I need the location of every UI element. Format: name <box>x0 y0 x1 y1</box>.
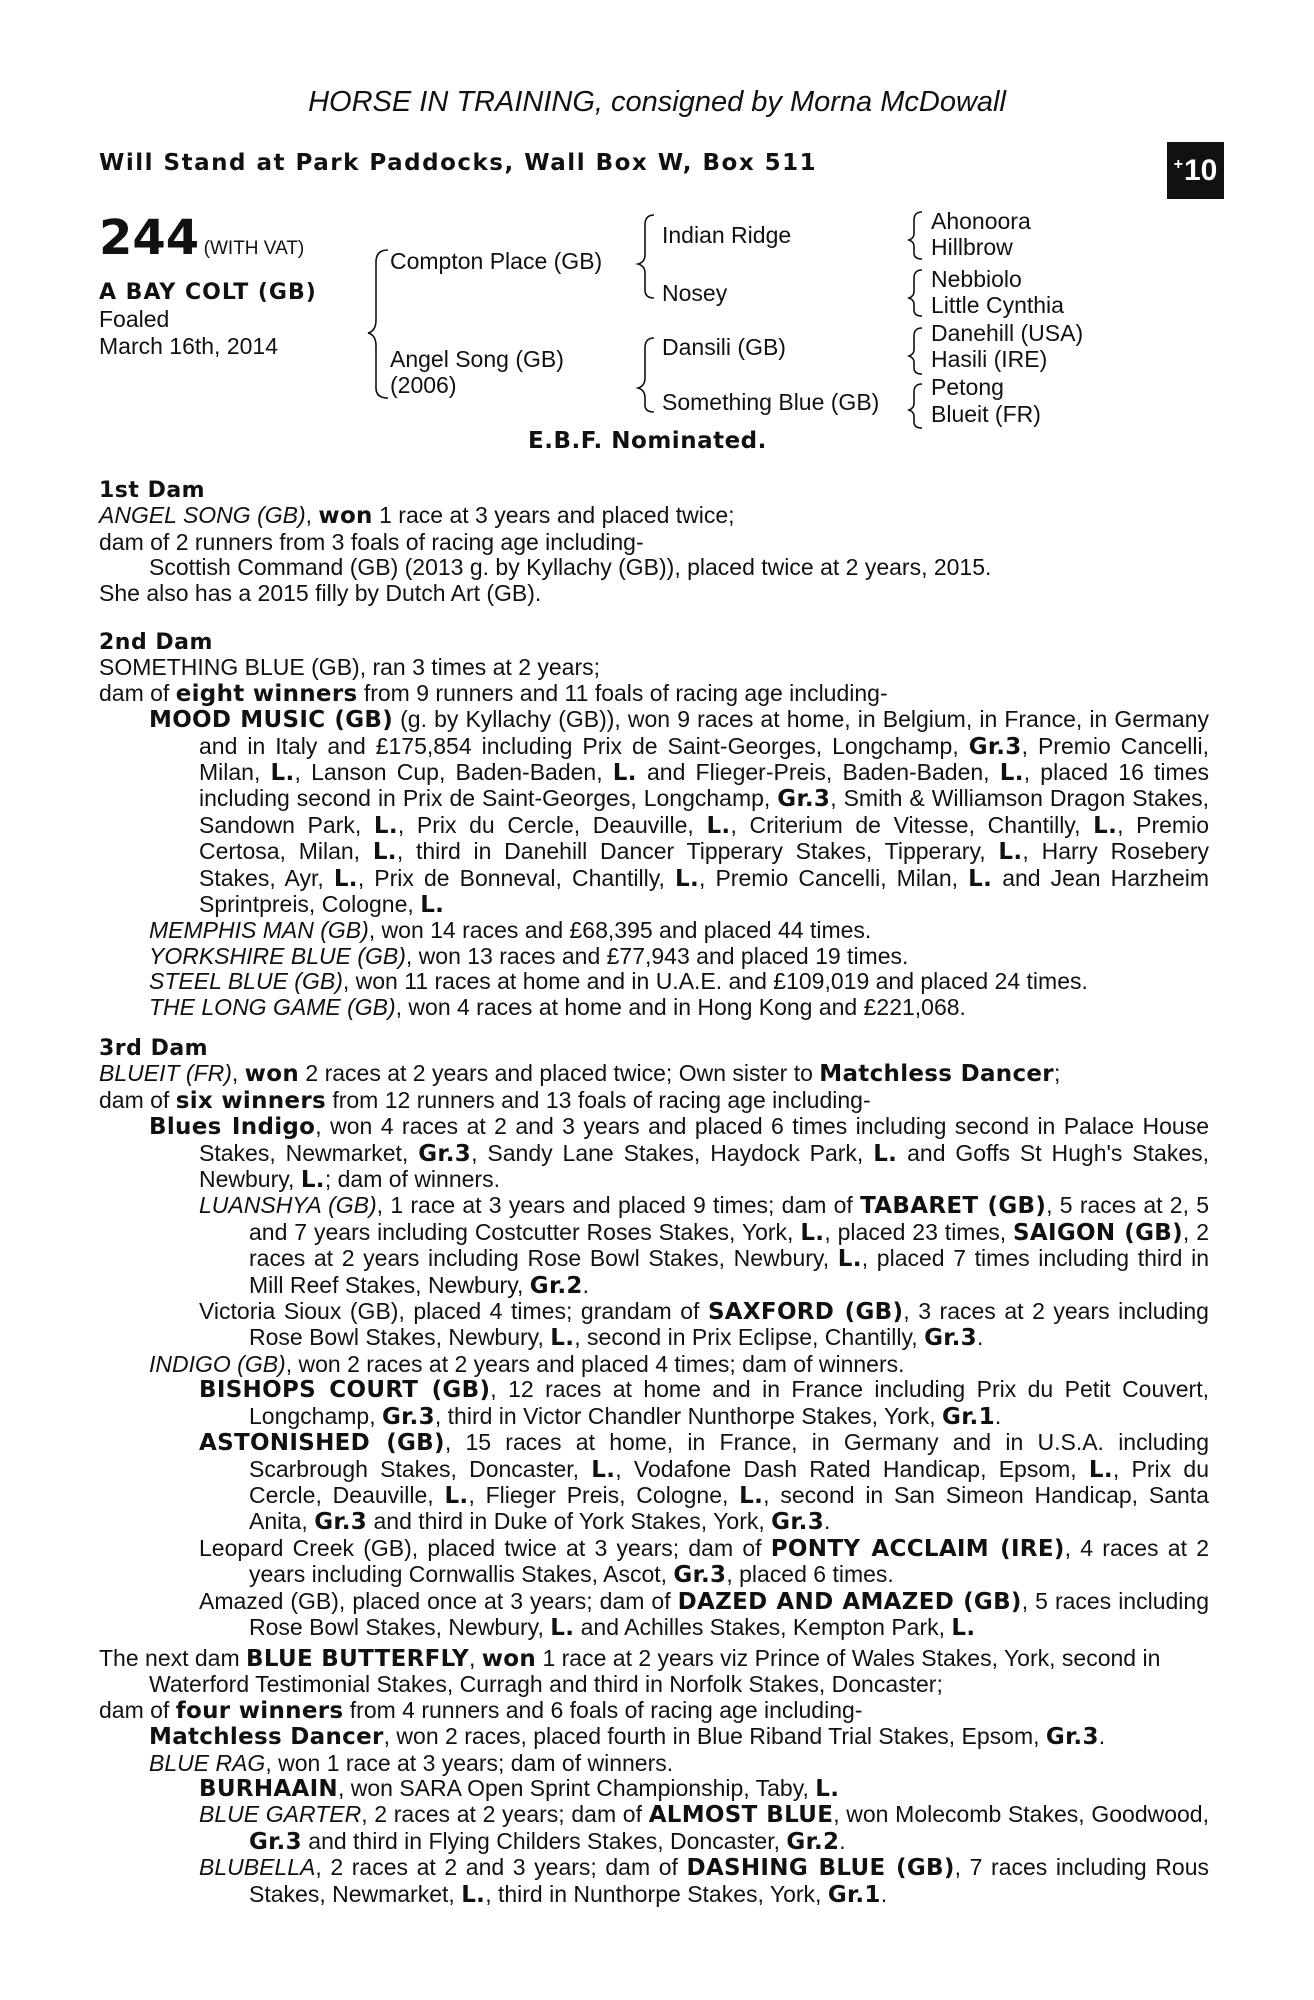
gg-ddd: Blueit (FR) <box>931 401 1041 427</box>
produce-entry: MOOD MUSIC (GB) (g. by Kyllachy (GB)), won 9 races at home, in Belgium, in France, in Germany and in Italy and £175,854 including Prix de Saint-Georges, Longchamp, Gr.3, Premio Cancelli, Milan, L., Lanson Cup, Baden-Baden, L. and Flieger-Preis, Baden-Baden, L., placed 16 times including second in Prix de Saint-Georges, Longchamp, Gr.3, Smith & Williamson Dragon Stakes, Sandown Park, L., Prix du Cercle, Deauville, L., Criterium de Vitesse, Chantilly, L., Premio Certosa, Milan, L., third in Danehill Dancer Tipperary Stakes, Tipperary, L., Harry Rosebery Stakes, Ayr, L., Prix de Bonneval, Chantilly, L., Premio Cancelli, Milan, L. and Jean Harzheim Sprintpreis, Cologne, L. <box>149 706 1210 919</box>
produce-entry: Matchless Dancer, won 2 races, placed fourth in Blue Riband Trial Stakes, Epsom, Gr.3. <box>149 1723 1106 1751</box>
gg-sss: Ahonoora <box>931 208 1031 234</box>
vat-note: (WITH VAT) <box>203 238 305 259</box>
sire-dam: Nosey <box>662 280 728 306</box>
dam-sire: Dansili (GB) <box>662 334 786 360</box>
produce-entry: THE LONG GAME (GB), won 4 races at home and in Hong Kong and £221,068. <box>149 993 966 1020</box>
second-dam-section: 2nd Dam SOMETHING BLUE (GB), ran 3 times at 2 years; dam of eight winners from 9 runners and 11 foals of racing age including- MOOD MUSIC (GB) (g. by Kyllachy (GB)), won 9 races at home, in Belgium, in France, in Germany and in Italy and £175,854 including Prix de Saint-Georges, Longchamp, Gr.3, Premio Cancelli, Milan, L., Lanson Cup, Baden-Baden, L. and Flieger-Preis, Baden-Baden, L., placed 16 times including second in Prix de Saint-Georges, Longchamp, Gr.3, Smith & Williamson Dragon Stakes, Sandown Park, L., Prix du Cercle, Deauville, L., Criterium de Vitesse, Chantilly, L., Premio Certosa, Milan, L., third in Danehill Dancer Tipperary Stakes, Tipperary, L., Harry Rosebery Stakes, Ayr, L., Prix de Bonneval, Chantilly, L., Premio Cancelli, Milan, L. and Jean Harzheim Sprintpreis, Cologne, L. MEMPHIS MAN (GB), won 14 races and £68,395 and placed 44 times. YORKSHIRE BLUE (GB), won 13 races and £77,943 and placed 19 times. STEEL BLUE (GB), won 11 races at home and in U.A.E. and £109,019 and placed 24 times. THE LONG GAME (GB), won 4 races at home and in Hong Kong and £221,068. <box>99 630 1210 1020</box>
pedigree-brackets <box>0 0 1314 440</box>
gg-sdd: Little Cynthia <box>931 292 1064 318</box>
produce-entry: Amazed (GB), placed once at 3 years; dam of DAZED AND AMAZED (GB), 5 races including Rose Bowl Stakes, Newbury, L. and Achilles Stakes, Kempton Park, L. <box>199 1587 1209 1641</box>
dam-name: ANGEL SONG (GB) <box>99 502 306 529</box>
produce-entry: INDIGO (GB), won 2 races at 2 years and placed 4 times; dam of winners. <box>149 1350 905 1377</box>
gg-dss: Danehill (USA) <box>931 320 1084 346</box>
produce-entry: BISHOPS COURT (GB), 12 races at home and in France including Prix du Petit Couvert, Longchamp, Gr.3, third in Victor Chandler Nunthorpe Stakes, York, Gr.1. <box>199 1376 1209 1430</box>
tattersalls-plus10-logo: + 10 <box>1167 142 1224 199</box>
dam-year: (2006) <box>390 372 457 398</box>
third-dam-section: 3rd Dam BLUEIT (FR), won 2 races at 2 years and placed twice; Own sister to Matchless Dancer; dam of six winners from 12 runners and 13 foals of racing age including- Blues Indigo, won 4 races at 2 and 3 years and placed 6 times including second in Palace House Stakes, Newmarket, Gr.3, Sandy Lane Stakes, Haydock Park, L. and Goffs St Hugh's Stakes, Newbury, L.; dam of winners. LUANSHYA (GB), 1 race at 3 years and placed 9 times; dam of TABARET (GB), 5 races at 2, 5 and 7 years including Costcutter Roses Stakes, York, L., placed 23 times, SAIGON (GB), 2 races at 2 years including Rose Bowl Stakes, Newbury, L., placed 7 times including third in Mill Reef Stakes, Newbury, Gr.2. Victoria Sioux (GB), placed 4 times; grandam of SAXFORD (GB), 3 races at 2 years including Rose Bowl Stakes, Newbury, L., second in Prix Eclipse, Chantilly, Gr.3. INDIGO (GB), won 2 races at 2 years and placed 4 times; dam of winners. BISHOPS COURT (GB), 12 races at home and in France including Prix du Petit Couvert, Longchamp, Gr.3, third in Victor Chandler Nunthorpe Stakes, York, Gr.1. ASTONISHED (GB), 15 races at home, in France, in Germany and in U.S.A. including Scarbrough Stakes, Doncaster, L., Vodafone Dash Rated Handicap, Epsom, L., Prix du Cercle, Deauville, L., Flieger Preis, Cologne, L., second in San Simeon Handicap, Santa Anita, Gr.3 and third in Duke of York Stakes, York, Gr.3. Leopard Creek (GB), placed twice at 3 years; dam of PONTY ACCLAIM (IRE), 4 races at 2 years including Cornwallis Stakes, Ascot, Gr.3, placed 6 times. Amazed (GB), placed once at 3 years; dam of DAZED AND AMAZED (GB), 5 races including Rose Bowl Stakes, Newbury, L. and Achilles Stakes, Kempton Park, L. <box>99 1036 1210 1641</box>
section-heading: 1st Dam <box>99 478 206 503</box>
produce-entry: BURHAAIN, won SARA Open Sprint Championship, Taby, L. <box>199 1775 840 1803</box>
produce-entry: BLUE RAG, won 1 race at 3 years; dam of winners. <box>149 1749 674 1776</box>
gg-ssd: Hillbrow <box>931 234 1013 260</box>
produce-entry: Scottish Command (GB) (2013 g. by Kyllachy (GB)), placed twice at 2 years, 2015. <box>149 554 992 581</box>
produce-summary: dam of 2 runners from 3 foals of racing age including- <box>99 528 644 555</box>
stand-location: Will Stand at Park Paddocks, Wall Box W, Box 511 <box>99 150 818 176</box>
produce-entry: MEMPHIS MAN (GB), won 14 races and £68,395 and placed 44 times. <box>149 917 872 944</box>
produce-entry: Blues Indigo, won 4 races at 2 and 3 years and placed 6 times including second in Palace House Stakes, Newmarket, Gr.3, Sandy Lane Stakes, Haydock Park, L. and Goffs St Hugh's Stakes, Newbury, L.; dam of winners. <box>149 1113 1209 1194</box>
sire-sire: Indian Ridge <box>662 222 792 248</box>
dam-dam: Something Blue (GB) <box>662 389 880 415</box>
dam: Angel Song (GB) <box>390 346 564 372</box>
produce-entry: LUANSHYA (GB), 1 race at 3 years and placed 9 times; dam of TABARET (GB), 5 races at 2, 5 and 7 years including Costcutter Roses Stakes, York, L., placed 23 times, SAIGON (GB), 2 races at 2 years including Rose Bowl Stakes, Newbury, L., placed 7 times including third in Mill Reef Stakes, Newbury, Gr.2. <box>199 1192 1210 1299</box>
sire: Compton Place (GB) <box>390 248 603 274</box>
gg-sds: Nebbiolo <box>931 266 1022 292</box>
ebf-nominated: E.B.F. Nominated. <box>528 428 767 454</box>
dam-line: SOMETHING BLUE (GB), ran 3 times at 2 years; <box>99 654 601 681</box>
gg-dsd: Hasili (IRE) <box>931 346 1048 372</box>
foaled-label: Foaled <box>99 306 170 332</box>
produce-entry: BLUE GARTER, 2 races at 2 years; dam of ALMOST BLUE, won Molecomb Stakes, Goodwood, Gr.3 and third in Flying Childers Stakes, Doncaster, Gr.2. <box>199 1801 1209 1855</box>
lot-description: A BAY COLT (GB) <box>99 280 317 305</box>
foaled-date: March 16th, 2014 <box>99 333 279 359</box>
produce-entry: ASTONISHED (GB), 15 races at home, in France, in Germany and in U.S.A. including Scarbrough Stakes, Doncaster, L., Vodafone Dash Rated Handicap, Epsom, L., Prix du Cercle, Deauville, L., Flieger Preis, Cologne, L., second in San Simeon Handicap, Santa Anita, Gr.3 and third in Duke of York Stakes, York, Gr.3. <box>199 1429 1209 1536</box>
gg-dds: Petong <box>931 374 1004 400</box>
next-dam-section: The next dam BLUE BUTTERFLY, won 1 race at 2 years viz Prince of Wales Stakes, York, second in Waterford Testimonial Stakes, Curragh and third in Norfolk Stakes, Doncaster; dam of four winners from 4 runners and 6 foals of racing age including- Matchless Dancer, won 2 races, placed fourth in Blue Riband Trial Stakes, Epsom, Gr.3. BLUE RAG, won 1 race at 3 years; dam of winners. BURHAAIN, won SARA Open Sprint Championship, Taby, L. BLUE GARTER, 2 races at 2 years; dam of ALMOST BLUE, won Molecomb Stakes, Goodwood, Gr.3 and third in Flying Childers Stakes, Doncaster, Gr.2. BLUBELLA, 2 races at 2 and 3 years; dam of DASHING BLUE (GB), 7 races including Rous Stakes, Newmarket, L., third in Nunthorpe Stakes, York, Gr.1. <box>99 1645 1209 1908</box>
produce-entry: Leopard Creek (GB), placed twice at 3 years; dam of PONTY ACCLAIM (IRE), 4 races at 2 years including Cornwallis Stakes, Ascot, Gr.3, placed 6 times. <box>199 1534 1209 1589</box>
produce-entry: STEEL BLUE (GB), won 11 races at home and in U.A.E. and £109,019 and placed 24 times. <box>149 968 1088 995</box>
first-dam-section: 1st Dam ANGEL SONG (GB), won 1 race at 3 years and placed twice; dam of 2 runners from 3 foals of racing age including- Scottish Command (GB) (2013 g. by Kyllachy (GB)), placed twice at 2 years, 2015. She also has a 2015 filly by Dutch Art (GB). <box>99 478 1209 606</box>
lot-number: 244 <box>99 210 200 266</box>
section-heading: 2nd Dam <box>99 630 213 655</box>
produce-entry: Victoria Sioux (GB), placed 4 times; grandam of SAXFORD (GB), 3 races at 2 years including Rose Bowl Stakes, Newbury, L., second in Prix Eclipse, Chantilly, Gr.3. <box>199 1298 1209 1352</box>
produce-entry: BLUBELLA, 2 races at 2 and 3 years; dam of DASHING BLUE (GB), 7 races including Rous Stakes, Newmarket, L., third in Nunthorpe Stakes, York, Gr.1. <box>199 1854 1209 1908</box>
produce-note: She also has a 2015 filly by Dutch Art (GB). <box>99 579 542 606</box>
produce-entry: YORKSHIRE BLUE (GB), won 13 races and £77,943 and placed 19 times. <box>149 942 909 969</box>
page-header: HORSE IN TRAINING, consigned by Morna McDowall <box>308 86 1006 118</box>
section-heading: 3rd Dam <box>99 1036 209 1061</box>
